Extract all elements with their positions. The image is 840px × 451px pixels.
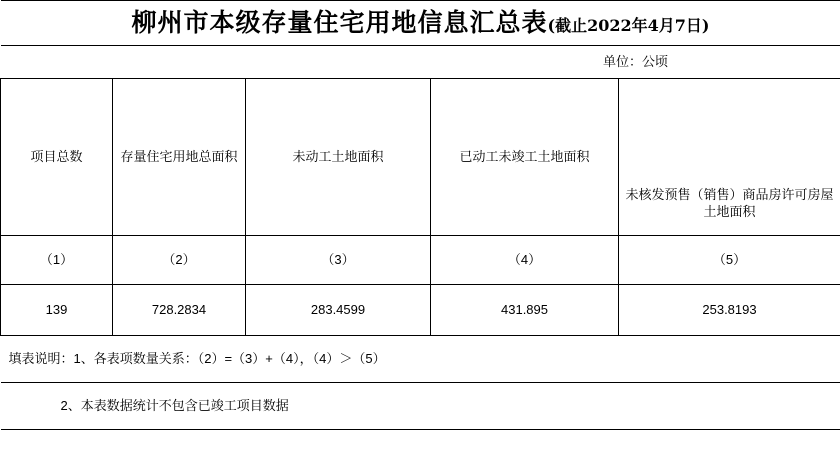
unit-row: [1, 46, 840, 79]
table-row: [1, 285, 840, 336]
document-title: [1, 1, 840, 46]
column-number-2: （2）: [113, 236, 246, 285]
note-row-2: [1, 383, 840, 430]
header-project-count: 项目总数: [1, 79, 113, 236]
title-suffix-text: (截止2022年4月7日): [547, 16, 710, 36]
title-row: [1, 1, 840, 46]
unit-row-spacer: [1, 46, 431, 79]
header-unstarted-area: 未动工土地面积: [246, 79, 431, 236]
header-total-area: 存量住宅用地总面积: [113, 79, 246, 236]
header-no-presale-permit-area: 未核发预售（销售）商品房许可房屋土地面积: [619, 79, 840, 236]
header-started-unfinished-area: 已动工未竣工土地面积: [431, 79, 619, 236]
note-line-1: 填表说明：1、各表项数量关系：（2）=（3）+（4），（4）＞（5）: [1, 336, 840, 383]
note-line-2: 2、本表数据统计不包含已竣工项目数据: [1, 383, 840, 430]
column-number-3: （3）: [246, 236, 431, 285]
column-number-row: [1, 236, 840, 285]
column-number-4: （4）: [431, 236, 619, 285]
value-total-area: 728.2834: [113, 285, 246, 336]
value-started-unfinished-area: 431.895: [431, 285, 619, 336]
value-unstarted-area: 283.4599: [246, 285, 431, 336]
title-main-text: 柳州市本级存量住宅用地信息汇总表: [131, 8, 548, 38]
note-row-1: [1, 336, 840, 383]
unit-label: 单位：公顷: [431, 46, 840, 79]
value-project-count: 139: [1, 285, 113, 336]
value-no-presale-permit-area: 253.8193: [619, 285, 840, 336]
column-number-5: （5）: [619, 236, 840, 285]
column-number-1: （1）: [1, 236, 113, 285]
header-row: [1, 79, 840, 236]
